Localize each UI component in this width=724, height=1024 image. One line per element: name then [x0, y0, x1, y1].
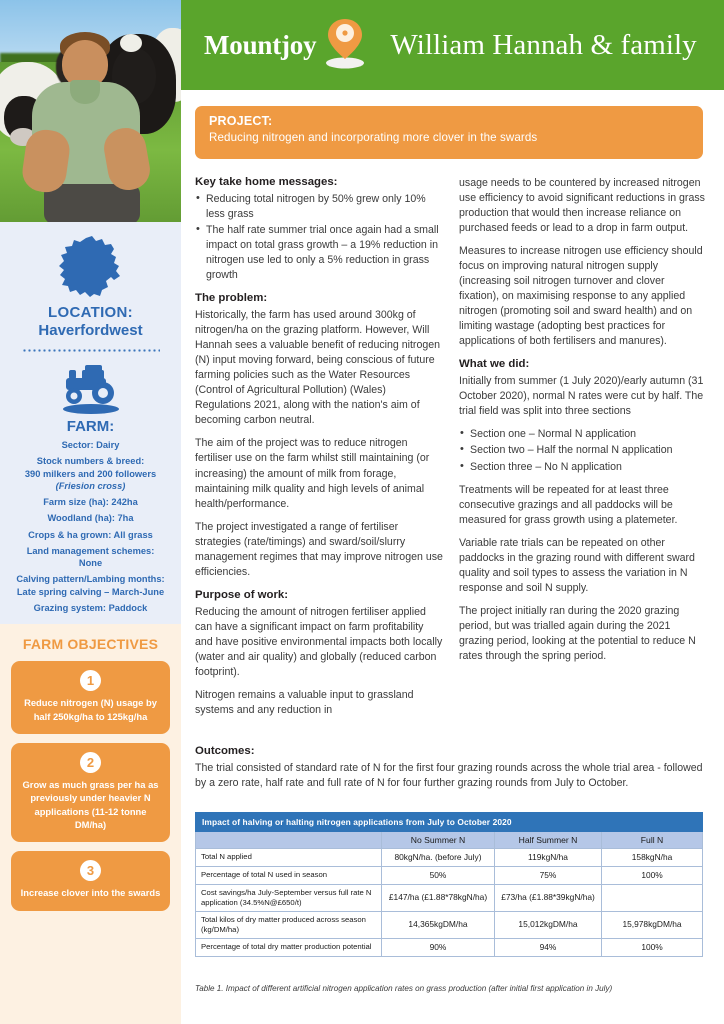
- farm-detail: Crops & ha grown: All grass: [28, 529, 153, 540]
- objective-card-2: [11, 743, 170, 842]
- table-caption: Table 1. Impact of different artificial nitrogen application rates on grass production (after initial first application in July): [195, 984, 613, 993]
- row-value: [602, 884, 703, 911]
- purpose-paragraph: Nitrogen remains a valuable input to grassland systems and any reduction in: [195, 688, 414, 716]
- sections-list: [459, 427, 707, 474]
- row-value: £73/ha (£1.88*39kgN/ha): [495, 884, 602, 911]
- objective-number: 3: [80, 860, 101, 881]
- farm-detail: Farm size (ha): 242ha: [43, 497, 138, 508]
- table-row: [196, 866, 703, 884]
- row-label: Cost savings/ha July-September versus full rate N application (34.5%N@£650/t): [196, 884, 382, 911]
- project-label: PROJECT:: [209, 114, 273, 128]
- page-title: William Hannah & family: [390, 28, 697, 61]
- farm-objectives-panel: [0, 624, 181, 1024]
- farm-detail-line: None: [78, 558, 103, 569]
- farm-detail-line: Calving pattern/Lambing months:: [16, 574, 165, 585]
- key-messages-list: [195, 192, 443, 283]
- row-value: 14,365kgDM/ha: [382, 911, 495, 938]
- outcomes-title: Outcomes:: [195, 745, 255, 757]
- project-banner: [195, 106, 703, 159]
- table-title: Impact of halving or halting nitrogen applications from July to October 2020: [196, 813, 703, 832]
- table-header-cell: No Summer N: [382, 832, 495, 849]
- problem-paragraph: The project investigated a range of fertiliser strategies (rate/timings) and sward/soil/slurry management regimes that may improve nitrogen use efficiencies.: [195, 520, 443, 578]
- body-columns: [195, 176, 707, 726]
- problem-title: The problem:: [195, 292, 268, 305]
- section-item: • Section three – No N application: [459, 460, 707, 475]
- table-header-cell: Half Summer N: [495, 832, 602, 849]
- row-value: 80kgN/ha. (before July): [382, 849, 495, 867]
- project-description: Reducing nitrogen and incorporating more clover in the swards: [209, 131, 538, 144]
- outcomes-section: [195, 745, 707, 791]
- farmer-with-cows-photo: [0, 0, 181, 222]
- problem-paragraph: Historically, the farm has used around 300kg of nitrogen/ha on the grazing platform. However, Will Hannah sees a valuable benefit of reducing nitrogen (N) input moving forward, being conscious of future farming policies such as the Water Resources (Control of Agricultural Pollution) (Wales) Regulations 2021, along with the nation's aim of becoming carbon neutral.: [195, 309, 441, 427]
- row-value: 119kgN/ha: [495, 849, 602, 867]
- what-we-did-title: What we did:: [459, 358, 530, 371]
- sidebar: [0, 0, 181, 1024]
- farm-detail: Woodland (ha): 7ha: [47, 513, 134, 524]
- wales-map-icon: [56, 236, 126, 298]
- farm-title: FARM:: [66, 418, 115, 435]
- row-label: Total N applied: [196, 849, 382, 867]
- row-label: Total kilos of dry matter produced across season (kg/DM/ha): [196, 911, 382, 938]
- what-we-did-paragraph: Initially from summer (1 July 2020)/early autumn (31 October 2020), normal N rates were cut by half. The trial field was split into three sections: [459, 375, 704, 418]
- row-value: 100%: [602, 866, 703, 884]
- table-row: [196, 938, 703, 956]
- farm-detail: Sector: Dairy: [61, 440, 120, 450]
- what-we-did-paragraph: Treatments will be repeated for at least three consecutive grazings and all paddocks will be measured for grass growth using a platemeter.: [459, 483, 678, 526]
- row-value: 158kgN/ha: [602, 849, 703, 867]
- row-value: 75%: [495, 866, 602, 884]
- location-value: Haverfordwest: [38, 322, 143, 339]
- what-we-did-paragraph: Variable rate trials can be repeated on other paddocks in the grazing round with different sward quality and soil types to assess the variation in N response and soil N supply.: [459, 536, 695, 594]
- row-value: £147/ha (£1.88*78kgN/ha): [382, 884, 495, 911]
- row-value: 15,978kgDM/ha: [602, 911, 703, 938]
- cow-blaze: [120, 34, 142, 52]
- key-message-item: • The half rate summer trial once again had a small impact on total grass growth – a 19% reduction in nitrogen use led to only a 5% reduction in grass growth: [195, 223, 443, 283]
- table-header-cell: [196, 832, 382, 849]
- problem-paragraph: The aim of the project was to reduce nitrogen fertiliser use on the farm whilst still maintaining (or increasing) the amount of milk from forage, maintaining milk quality and high levels of animal health/performance.: [195, 437, 430, 510]
- objective-number: 1: [80, 670, 101, 691]
- section-item: • Section two – Half the normal N application: [459, 443, 707, 458]
- farm-detail-line: Stock numbers & breed:: [36, 456, 145, 467]
- what-we-did-paragraph: The project initially ran during the 2020 grazing period, but was trialled again during the 2021 grazing period, looking at the potential to reduce N rates through the spring period.: [459, 604, 696, 662]
- table-row: [196, 911, 703, 938]
- brand-name: Mountjoy: [204, 29, 317, 60]
- objective-text: Increase clover into the swards: [20, 887, 161, 899]
- purpose-paragraph: Reducing the amount of nitrogen fertiliser applied can have a significant impact on farm profitability and have positive environmental impacts both locally (water and air quality) and globally (reduced carbon footprint).: [195, 605, 443, 678]
- key-messages-title: Key take home messages:: [195, 176, 338, 188]
- farm-detail-line: (Friesion cross): [55, 480, 126, 491]
- column-left: [195, 176, 443, 726]
- outcomes-paragraph: The trial consisted of standard rate of N for the first four grazing rounds across the whole trial area - followed by a zero rate, half rate and full rate of N for four further grazing rounds from July to October.: [195, 762, 703, 790]
- farm-detail: [8, 545, 173, 570]
- location-farm-panel: [0, 222, 181, 624]
- table-row: [196, 884, 703, 911]
- objective-text: Grow as much grass per ha as previously under heavier N applications (11-12 tonne DM/ha): [22, 778, 159, 830]
- farm-detail: [8, 455, 173, 492]
- farm-detail: [8, 573, 173, 598]
- divider-dotted: [22, 349, 160, 352]
- objective-number: 2: [80, 752, 101, 773]
- row-label: Percentage of total dry matter production potential: [196, 938, 382, 956]
- efficiency-paragraph: Measures to increase nitrogen use efficiency should focus on improving natural nitrogen supply (increasing soil nitrogen turnover and clover fixation), on maximising response to any applied nitrogen (promoting soil and sward health) and on limiting wastage (adopting best practices for applications of both fertilisers and manures).: [459, 245, 703, 348]
- row-value: 50%: [382, 866, 495, 884]
- row-value: 90%: [382, 938, 495, 956]
- section-item: • Section one – Normal N application: [459, 427, 707, 442]
- purpose-title: Purpose of work:: [195, 588, 289, 601]
- results-table: [195, 812, 703, 957]
- farm-details-list: [8, 439, 173, 614]
- farm-detail-line: Land management schemes:: [26, 545, 155, 556]
- table-header-cell: Full N: [602, 832, 703, 849]
- objective-card-3: [11, 851, 170, 910]
- row-value: 94%: [495, 938, 602, 956]
- tractor-icon: [52, 360, 130, 414]
- table-row: [196, 849, 703, 867]
- efficiency-paragraph: usage needs to be countered by increased nitrogen use efficiency to avoid significant reductions in grass production that would then increase reliance on purchased feeds or lead to a drop in farm output.: [459, 177, 705, 235]
- table-header-row: [196, 832, 703, 849]
- farm-objectives-title: FARM OBJECTIVES: [22, 636, 159, 653]
- row-value: 15,012kgDM/ha: [495, 911, 602, 938]
- map-pin-icon: [322, 15, 368, 71]
- row-value: 100%: [602, 938, 703, 956]
- farm-detail: Grazing system: Paddock: [33, 602, 148, 613]
- farm-detail-line: 390 milkers and 200 followers: [24, 468, 157, 479]
- objective-text: Reduce nitrogen (N) usage by half 250kg/ha to 125kg/ha: [24, 697, 157, 722]
- table-title-row: [196, 813, 703, 832]
- column-right: [459, 176, 707, 726]
- page-header: [181, 0, 724, 90]
- objective-card-1: [11, 661, 170, 734]
- location-title: LOCATION:: [48, 304, 133, 321]
- farm-detail-line: Late spring calving – March-June: [16, 586, 165, 597]
- row-label: Percentage of total N used in season: [196, 866, 382, 884]
- key-message-item: • Reducing total nitrogen by 50% grew only 10% less grass: [195, 192, 443, 222]
